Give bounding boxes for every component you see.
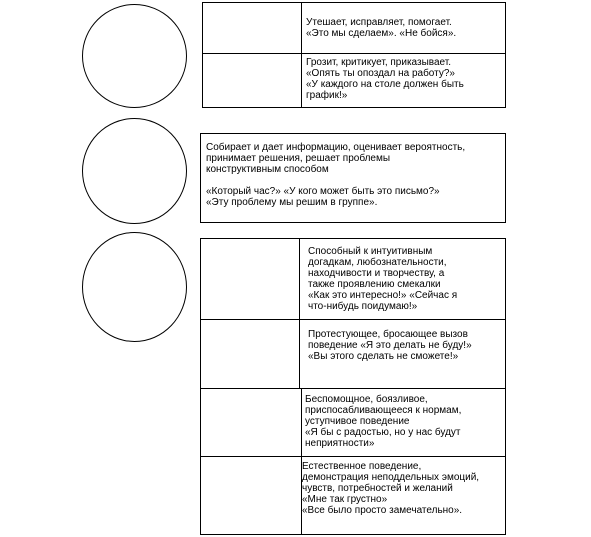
child-rebellious-text: Протестующее, бросающее вызов поведение «Я это делать не буду!» «Вы этого сделать не сможете!»	[308, 329, 472, 362]
parent-ego-circle	[82, 4, 187, 108]
child-ego-circle	[82, 232, 187, 342]
child-table-row-divider-3	[200, 456, 506, 457]
child-adapted-text: Беспомощное, боязливое, приспосабливающееся к нормам, уступчивое поведение «Я бы с радостью, но у нас будут неприятности»	[305, 394, 462, 449]
parent-critical-text: Грозит, критикует, приказывает. «Опять ты опоздал на работу?» «У каждого на столе должен быть график!»	[306, 57, 464, 101]
adult-ego-circle	[82, 118, 187, 224]
parent-table-col-divider	[301, 2, 302, 108]
child-creative-text: Способный к интуитивным догадкам, любознательности, находчивости и творчеству, а также проявлению смекалки «Как это интересно!» «Сейчас я что-нибудь поидумаю!»	[308, 246, 458, 312]
parent-nurturing-text: Утешает, исправляет, помогает. «Это мы сделаем». «Не бойся».	[306, 17, 457, 39]
adult-text: Собирает и дает информацию, оценивает вероятность, принимает решения, решает проблемы конструктивным способом «Который час?» «У кого может быть это письмо?» «Эту проблему мы решим в группе».	[206, 142, 466, 208]
child-natural-text: Естественное поведение, демонстрация неподдельных эмоций, чувств, потребностей и желаний «Мне так грустно» «Все было просто замечательно».	[302, 461, 480, 516]
parent-table-row-divider	[202, 53, 506, 54]
child-table-row-divider-2	[200, 388, 506, 389]
child-table-row-divider-1	[200, 319, 506, 320]
child-table-col-divider-1	[299, 238, 300, 388]
